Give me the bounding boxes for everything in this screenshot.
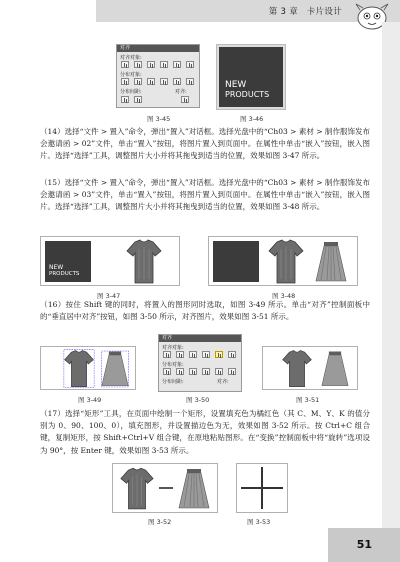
new-products-block	[219, 47, 283, 107]
align-to-label: 对齐:	[175, 89, 187, 95]
figure-caption-3-52: 图 3-52	[148, 518, 172, 526]
align-objects-label: 对齐对象:	[120, 55, 142, 61]
dist-hcenter-button[interactable]	[215, 368, 223, 375]
align-objects-label: 对齐对象:	[162, 345, 184, 351]
align-top-button[interactable]	[160, 61, 168, 68]
align-panel	[116, 44, 200, 108]
tshirt-image	[119, 467, 155, 511]
align-left-button[interactable]	[121, 61, 129, 68]
figure-3-52-frame	[112, 463, 218, 513]
new-products-line2: PRODUCTS	[225, 90, 270, 99]
align-vcenter-button[interactable]	[173, 61, 181, 68]
dist-spacing-v-button[interactable]	[121, 96, 129, 103]
tshirt-image	[125, 239, 163, 285]
align-right-button[interactable]	[189, 351, 197, 358]
align-left-button[interactable]	[163, 351, 171, 358]
orange-rectangle	[241, 487, 283, 489]
align-panel	[158, 334, 242, 392]
paragraph-step-14: （14）选择“文件 > 置入”命令，弹出“置入”对话框。选择光盘中的“Ch03 > 素材 > 制作服饰发布会邀请函 > 02”文件，单击“置入”按钮，将图片置入到页面中。在属性中单击“嵌入”按钮，嵌入图片。选择“选择”工具，调整图片大小并将其拖曳到适当的位置，效果如图 3-47 所示。	[40, 127, 370, 161]
new-products-line2: PRODUCTS	[49, 271, 80, 277]
figure-caption-3-53: 图 3-53	[247, 518, 271, 526]
figure-3-49-frame	[40, 346, 136, 390]
paragraph-step-15: （15）选择“文件 > 置入”命令，弹出“置入”对话框。选择光盘中的“Ch03 > 素材 > 制作服饰发布会邀请函 > 03”文件，单击“置入”按钮，将图片置入到页面中。在属性中单击“嵌入”按钮，嵌入图片。选择“选择”工具，调整图片大小并将其拖曳到适当的位置，效果如图 3-48 所示。	[40, 178, 370, 212]
align-vcenter-button[interactable]	[215, 351, 223, 358]
distribute-objects-label: 分布对象:	[162, 362, 184, 368]
align-panel-titlebar	[159, 335, 241, 342]
figure-caption-3-45: 图 3-45	[147, 115, 171, 123]
dist-vcenter-button[interactable]	[134, 78, 142, 85]
dist-bottom-button[interactable]	[147, 78, 155, 85]
align-panel-titlebar	[117, 45, 199, 52]
align-bottom-button[interactable]	[228, 351, 236, 358]
figure-3-53-frame	[236, 463, 288, 513]
figure-caption-3-51: 图 3-51	[296, 396, 320, 404]
figure-caption-3-50: 图 3-50	[186, 396, 210, 404]
align-to-label: 对齐:	[217, 379, 229, 385]
distribute-spacing-label: 分布间距:	[120, 89, 142, 95]
page-side-strip	[382, 22, 400, 532]
align-hcenter-button[interactable]	[134, 61, 142, 68]
skirt-image	[315, 241, 347, 283]
align-bottom-button[interactable]	[186, 61, 194, 68]
align-panel-title: 对齐	[162, 335, 173, 341]
dist-top-button[interactable]	[163, 368, 171, 375]
dist-left-button[interactable]	[202, 368, 210, 375]
orange-rectangle	[159, 487, 173, 489]
new-products-block	[45, 241, 91, 282]
dist-left-button[interactable]	[160, 78, 168, 85]
figure-caption-3-46: 图 3-46	[240, 115, 264, 123]
align-top-button[interactable]	[202, 351, 210, 358]
dist-spacing-h-button[interactable]	[134, 96, 142, 103]
distribute-spacing-label: 分布间距:	[162, 379, 184, 385]
dist-vcenter-button[interactable]	[176, 368, 184, 375]
figure-caption-3-47: 图 3-47	[97, 292, 121, 300]
figure-caption-3-49: 图 3-49	[78, 396, 102, 404]
align-hcenter-button[interactable]	[176, 351, 184, 358]
figure-3-46-frame	[216, 44, 286, 110]
tshirt-image	[281, 349, 313, 389]
dist-right-button[interactable]	[228, 368, 236, 375]
dist-right-button[interactable]	[186, 78, 194, 85]
paragraph-step-16: （16）按住 Shift 键的同时，将置入的图形同时选取，如图 3-49 所示。单击“对齐”控制面板中的“垂直居中对齐”按钮，如图 3-50 所示，对齐图片，效果如图 3-51 所示。	[40, 300, 370, 322]
skirt-image	[101, 350, 129, 388]
figure-3-51-frame	[262, 346, 358, 390]
tshirt-image	[267, 239, 305, 285]
tshirt-image	[63, 349, 95, 389]
skirt-image	[321, 350, 349, 388]
paragraph-step-17: （17）选择“矩形”工具，在页面中绘制一个矩形，设置填充色为橘红色（其 C、M、Y、K 的值分别为 0、90、100、0），填充图形，并设置描边色为无，效果如图 3-52 所示。按 Ctrl+C 组合键，复制矩形，按 Shift+Ctrl+V 组合键，在原地粘贴图形。在“变换”控制面板中将“旋转”选项设为 90°，按 Enter 键，效果如图 3-53 所示。	[40, 409, 370, 455]
page-number: 51	[356, 538, 372, 551]
align-right-button[interactable]	[147, 61, 155, 68]
new-products-line1: NEW	[49, 264, 64, 271]
distribute-objects-label: 分布对象:	[120, 72, 142, 78]
align-to-selection-button[interactable]	[181, 96, 189, 103]
new-products-block	[213, 241, 259, 282]
chapter-title: 第 3 章 卡片设计	[268, 7, 342, 17]
figure-caption-3-48: 图 3-48	[272, 292, 296, 300]
figure-3-47-frame	[40, 236, 180, 286]
figure-3-48-frame	[208, 236, 358, 286]
align-panel-title: 对齐	[120, 45, 131, 51]
dist-top-button[interactable]	[121, 78, 129, 85]
dist-hcenter-button[interactable]	[173, 78, 181, 85]
dist-bottom-button[interactable]	[189, 368, 197, 375]
skirt-image	[177, 468, 211, 510]
new-products-line1: NEW	[225, 80, 247, 90]
